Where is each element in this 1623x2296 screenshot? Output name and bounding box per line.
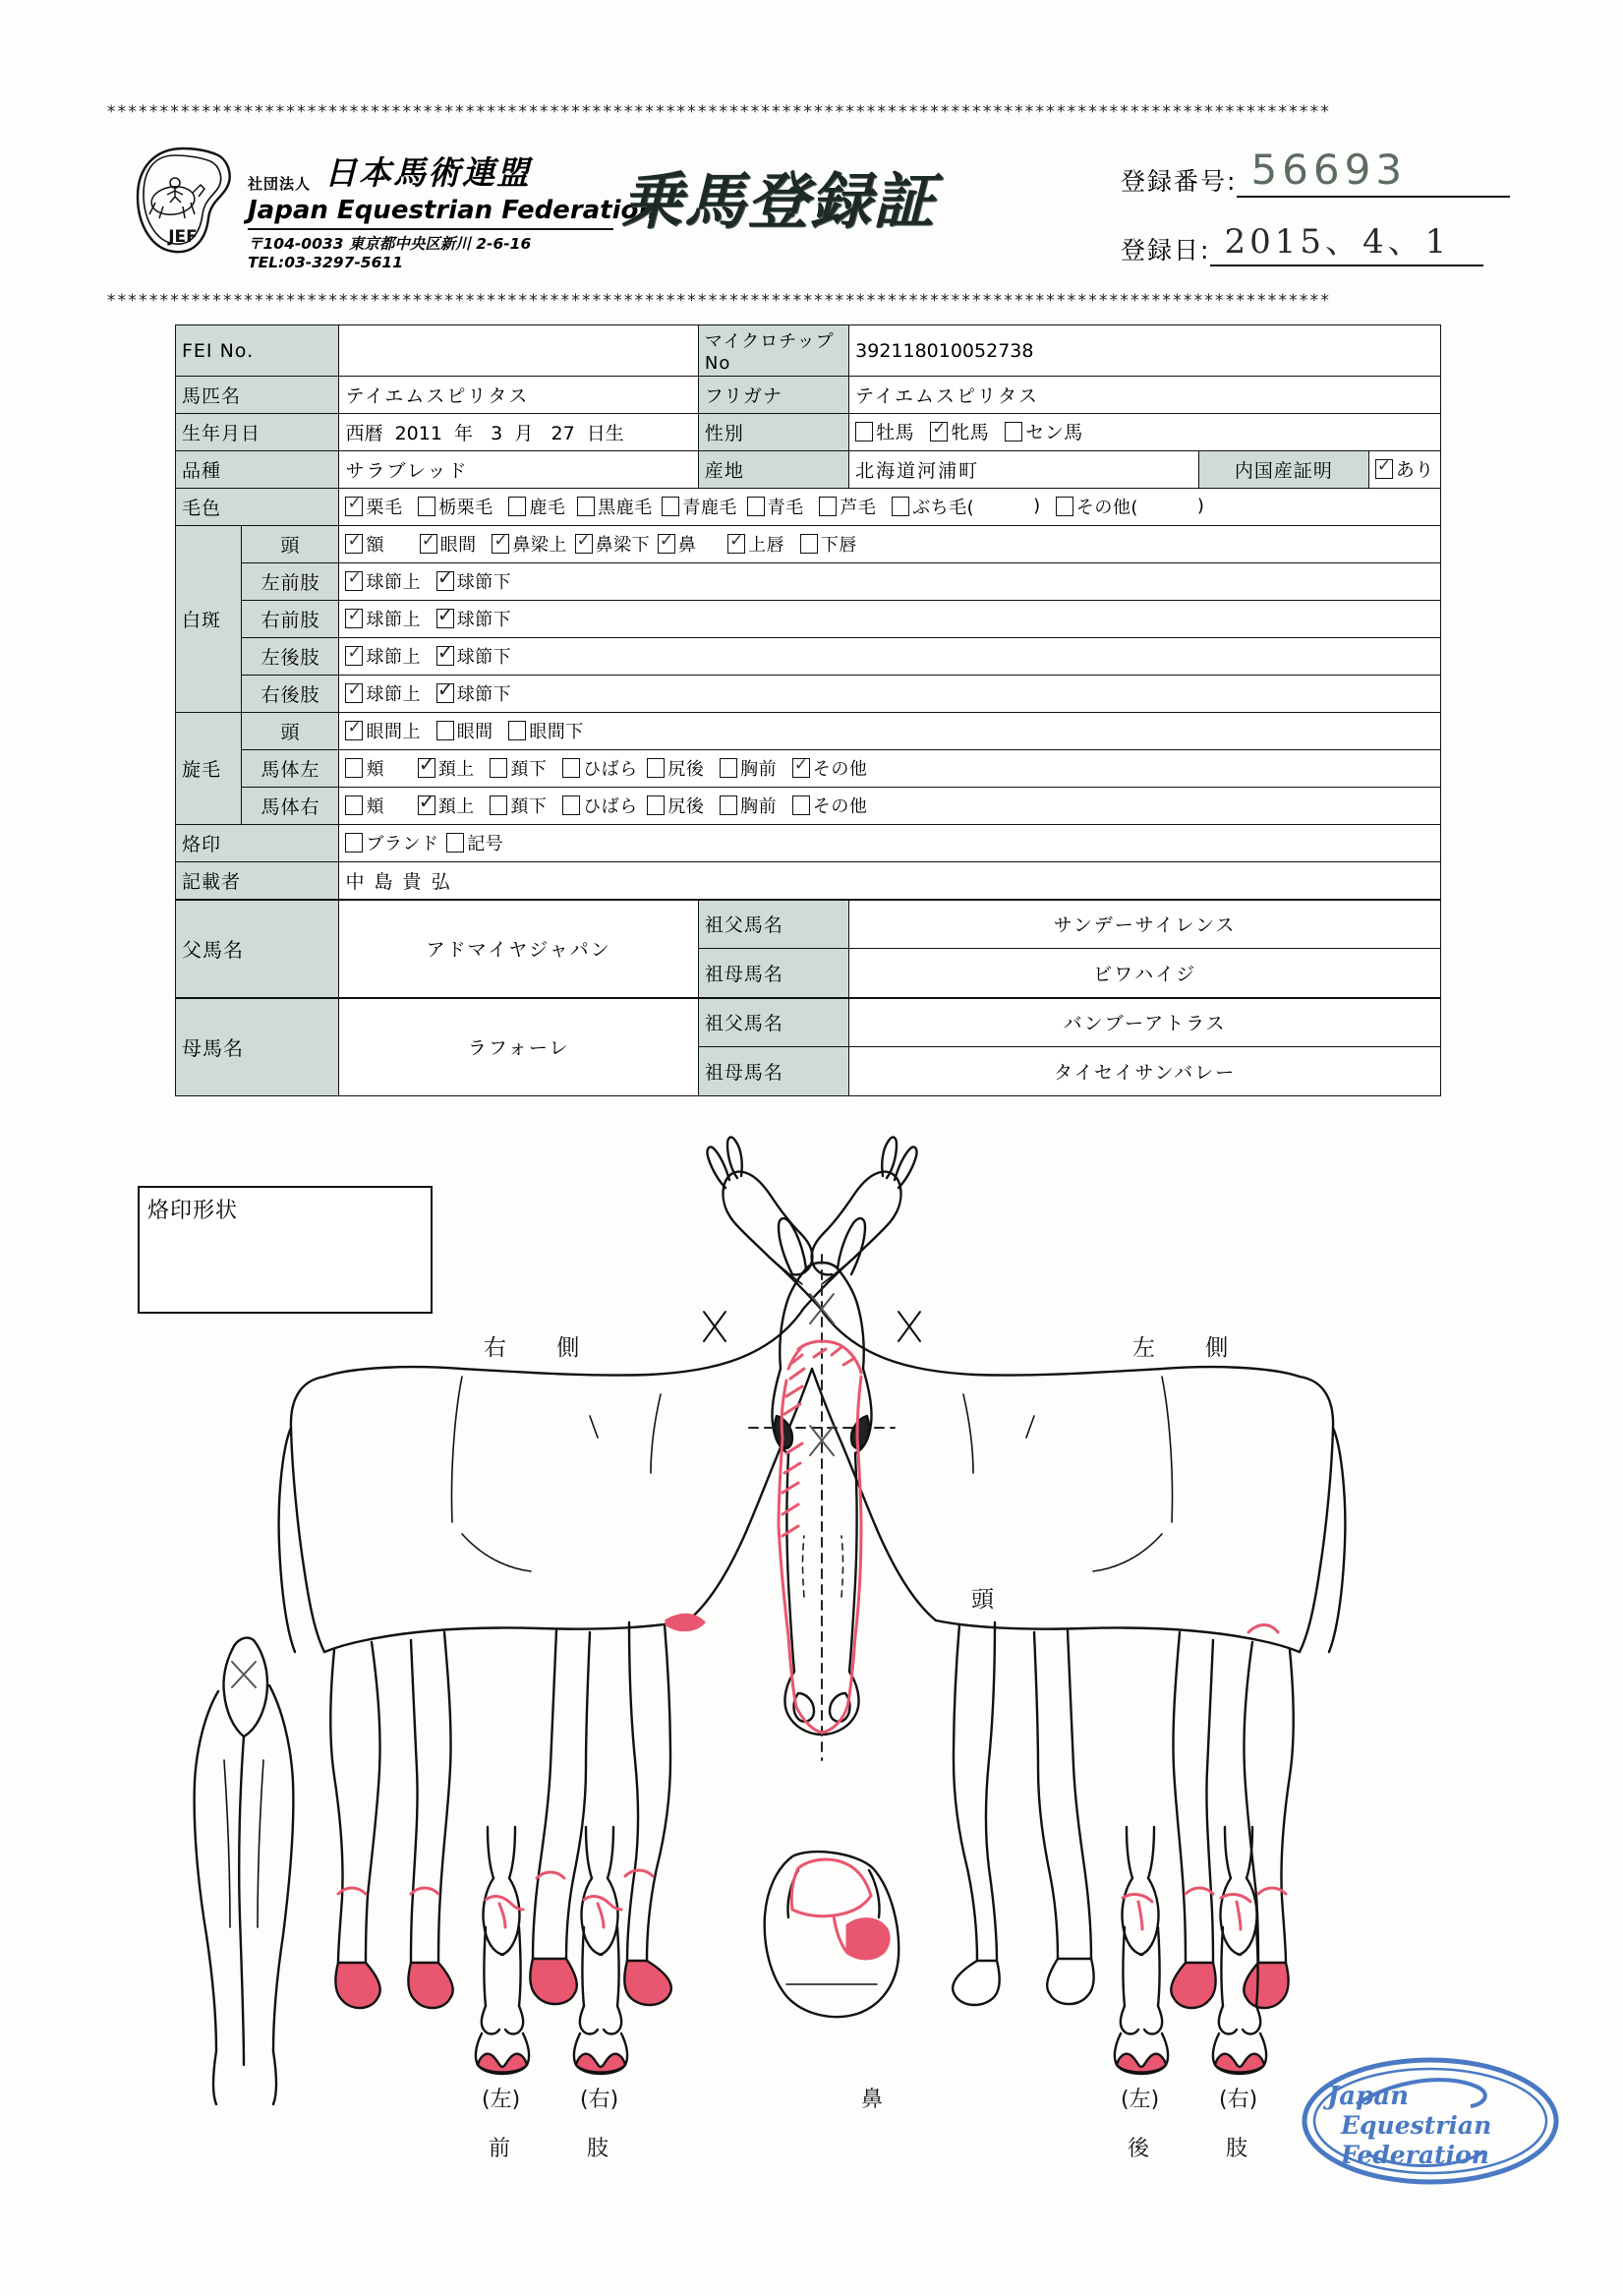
limb-option-label: 球節上 xyxy=(366,683,421,705)
whorl-right-cheek[interactable] xyxy=(345,793,384,818)
checkbox-icon[interactable] xyxy=(1056,497,1073,516)
domestic-certificate-option[interactable] xyxy=(1368,451,1440,489)
whorl-left-option-label: 頚上 xyxy=(437,758,475,780)
front-limb-label-a: 前 xyxy=(489,2137,511,2161)
table-row-white-head xyxy=(176,526,1441,563)
table-row-coat xyxy=(176,489,1441,526)
whorl-left-option-label: 頬 xyxy=(366,758,384,780)
coat-option-grey[interactable] xyxy=(819,494,876,519)
sire-granddam-label: 祖母馬名 xyxy=(698,949,848,998)
checkbox-checked-icon[interactable] xyxy=(436,646,454,666)
hind-right-label: (右) xyxy=(1219,2088,1258,2112)
registration-number-row xyxy=(1121,146,1510,198)
checkbox-icon[interactable] xyxy=(819,497,837,516)
coat-option-label: 栃栗毛 xyxy=(438,497,493,518)
whorl-head-option-label: 眼間上 xyxy=(366,721,421,742)
horse-name-value[interactable]: テイエムスピリタス xyxy=(339,377,698,414)
checkbox-checked-icon[interactable] xyxy=(492,534,509,554)
checkbox-checked-icon[interactable] xyxy=(345,683,363,703)
org-address: 〒104-0033 東京都中央区新川 2-6-16 xyxy=(248,235,532,253)
sex-option-gelding[interactable] xyxy=(1005,418,1083,444)
nose-view-figure xyxy=(765,1852,899,2017)
limb-above-fetlock[interactable] xyxy=(345,606,421,631)
sex-option-colt[interactable] xyxy=(855,418,914,444)
sex-option-label: セン馬 xyxy=(1025,422,1083,444)
whorl-right-options[interactable] xyxy=(339,788,1441,825)
svg-text:JEF: JEF xyxy=(168,227,198,247)
sex-options[interactable] xyxy=(849,414,1441,451)
hind-limbs-figure xyxy=(1115,1827,1266,2074)
coat-option-label: 芦毛 xyxy=(840,497,877,518)
birth-era: 西暦 xyxy=(345,423,383,444)
coat-option-label: 鹿毛 xyxy=(529,497,566,518)
domestic-yes-label: あり xyxy=(1395,459,1434,482)
coat-option-dark-bay[interactable] xyxy=(577,494,653,519)
checkbox-checked-icon[interactable] xyxy=(345,534,363,554)
white-head-forehead[interactable] xyxy=(345,531,384,557)
checkbox-icon[interactable] xyxy=(720,758,737,778)
checkbox-checked-icon[interactable] xyxy=(658,534,675,554)
checkbox-checked-icon[interactable] xyxy=(420,534,437,554)
limb-label-left-front: 左前肢 xyxy=(242,563,339,601)
dam-label: 母馬名 xyxy=(176,998,339,1096)
checkbox-icon[interactable] xyxy=(490,758,507,778)
limb-below-fetlock[interactable] xyxy=(436,606,512,631)
whorl-head-options[interactable] xyxy=(339,713,1441,750)
limb-options-right-hind[interactable] xyxy=(339,676,1441,713)
birth-day-unit: 日生 xyxy=(586,423,624,444)
limb-below-fetlock[interactable] xyxy=(436,643,512,669)
birth-year-unit: 年 xyxy=(454,423,474,444)
whorl-head-label: 頭 xyxy=(242,713,339,750)
limb-option-label: 球節上 xyxy=(366,609,421,630)
whorl-left-chest[interactable] xyxy=(720,755,777,781)
coat-option-label: 青鹿毛 xyxy=(682,497,737,518)
whorl-right-rear[interactable] xyxy=(647,793,704,818)
checkbox-icon[interactable] xyxy=(892,497,909,516)
sire-granddam-value[interactable]: ビワハイジ xyxy=(849,949,1441,998)
whorl-left-flank[interactable] xyxy=(562,755,638,781)
coat-options[interactable] xyxy=(339,489,1441,526)
head-centerline xyxy=(749,1255,895,1760)
org-telephone: TEL:03-3297-5611 xyxy=(248,254,403,271)
white-head-nose[interactable] xyxy=(658,531,697,557)
coat-option-label: その他( xyxy=(1075,497,1138,518)
limb-label-right-hind: 右後肢 xyxy=(242,676,339,713)
org-name-jp: 日本馬術連盟 xyxy=(324,153,532,192)
brand-shape-label: 烙印形状 xyxy=(147,1199,239,1223)
checkbox-icon[interactable] xyxy=(800,534,818,554)
whorl-left-cheek[interactable] xyxy=(345,755,384,781)
checkbox-icon[interactable] xyxy=(508,721,526,740)
limb-option-label: 球節下 xyxy=(456,609,512,630)
white-head-options[interactable] xyxy=(339,526,1441,563)
dam-granddam-value[interactable]: タイセイサンバレー xyxy=(849,1047,1441,1096)
whorl-right-option-label: 尻後 xyxy=(667,795,705,817)
whorl-left-option-label: 胸前 xyxy=(740,758,778,780)
coat-option-label: 栗毛 xyxy=(366,497,403,518)
left-side-label: 左 側 xyxy=(1132,1335,1250,1361)
registration-date-value: 2015、4、1 xyxy=(1210,214,1483,266)
whorl-left-upper-neck[interactable] xyxy=(418,755,475,781)
birth-label: 生年月日 xyxy=(176,414,339,451)
whorl-right-other[interactable] xyxy=(792,793,868,818)
checkbox-checked-icon[interactable] xyxy=(436,609,454,628)
whorl-left-options[interactable] xyxy=(339,750,1441,788)
table-row-sire-grandsire xyxy=(176,900,1441,949)
birth-month: 3 xyxy=(491,423,503,444)
white-head-option-label: 鼻梁下 xyxy=(595,534,651,556)
recorder-value[interactable]: 中 島 貴 弘 xyxy=(339,862,1441,900)
coat-option-chestnut[interactable] xyxy=(345,494,402,519)
coat-option-brown[interactable] xyxy=(662,494,737,519)
white-markings-label: 白斑 xyxy=(176,526,242,713)
checkbox-checked-icon[interactable] xyxy=(575,534,593,554)
white-head-upper-lip[interactable] xyxy=(727,531,784,557)
table-row-whorl-left xyxy=(176,750,1441,788)
checkbox-icon[interactable] xyxy=(1005,422,1022,442)
origin-value[interactable]: 北海道河浦町 xyxy=(849,451,1199,489)
front-right-label: (右) xyxy=(580,2088,619,2112)
coat-option-black[interactable] xyxy=(747,494,804,519)
whorl-left-other[interactable] xyxy=(792,755,868,781)
checkbox-checked-icon[interactable] xyxy=(727,534,745,554)
whorl-left-rear[interactable] xyxy=(647,755,704,781)
whorl-below-eyes[interactable] xyxy=(508,718,584,743)
checkbox-icon[interactable] xyxy=(446,833,464,853)
limb-label-right-front: 右前肢 xyxy=(242,601,339,638)
table-row-recorder xyxy=(176,862,1441,900)
limb-option-label: 球節下 xyxy=(456,646,512,668)
horse-name-label: 馬匹名 xyxy=(176,377,339,414)
birth-day: 27 xyxy=(551,423,575,444)
checkbox-icon[interactable] xyxy=(345,758,363,778)
white-head-option-label: 眼間 xyxy=(439,534,477,556)
limb-options-left-hind[interactable] xyxy=(339,638,1441,676)
limb-option-label: 球節上 xyxy=(366,571,421,593)
whorl-right-option-label: ひばら xyxy=(583,795,638,817)
checkbox-icon[interactable] xyxy=(508,497,526,516)
hind-limb-label-a: 後 xyxy=(1128,2137,1150,2161)
front-limb-label-b: 肢 xyxy=(587,2137,609,2161)
limb-options-left-front[interactable] xyxy=(339,563,1441,601)
registration-number-value: 56693 xyxy=(1237,146,1510,198)
brand-shape-box[interactable] xyxy=(138,1186,433,1314)
birth-value[interactable] xyxy=(339,414,698,451)
limb-label-left-hind: 左後肢 xyxy=(242,638,339,676)
coat-option-label: 青毛 xyxy=(767,497,804,518)
white-head-option-label: 額 xyxy=(366,534,384,556)
brand-option-label: ブランド xyxy=(366,833,439,854)
table-row-dam-grandsire xyxy=(176,998,1441,1047)
whorl-above-eyes[interactable] xyxy=(345,718,421,743)
checkbox-checked-icon[interactable] xyxy=(345,609,363,628)
checkbox-checked-icon[interactable] xyxy=(345,646,363,666)
microchip-value[interactable]: 392118010052738 xyxy=(849,325,1441,377)
checkbox-icon[interactable] xyxy=(662,497,679,516)
whorl-left-lower-neck[interactable] xyxy=(490,755,547,781)
whorl-label: 旋毛 xyxy=(176,713,242,825)
checkbox-checked-icon[interactable] xyxy=(1375,459,1393,479)
table-row-limb-rf xyxy=(176,601,1441,638)
sire-grandsire-label: 祖父馬名 xyxy=(698,900,848,949)
whorl-left-option-label: ひばら xyxy=(583,758,638,780)
checkbox-checked-icon[interactable] xyxy=(930,422,948,442)
checkbox-icon[interactable] xyxy=(647,795,665,815)
whorl-right-option-label: 胸前 xyxy=(740,795,778,817)
jef-logo xyxy=(126,146,240,256)
org-prefix: 社団法人 xyxy=(248,175,312,193)
sire-label: 父馬名 xyxy=(176,900,339,998)
whorl-head-option-label: 眼間下 xyxy=(529,721,584,742)
horse-rear-view-figure xyxy=(195,1638,294,2104)
whorl-right-flank[interactable] xyxy=(562,793,638,818)
whorl-head-option-label: 眼間 xyxy=(456,721,493,742)
breed-value[interactable]: サラブレッド xyxy=(339,451,698,489)
stamp-line-1: Japan xyxy=(1327,2082,1410,2111)
hind-limb-markings xyxy=(1123,1895,1250,1929)
horse-details-table xyxy=(175,324,1441,1096)
table-row-limb-rh xyxy=(176,676,1441,713)
table-row-birth xyxy=(176,414,1441,451)
hind-left-label: (左) xyxy=(1121,2088,1160,2112)
checkbox-checked-icon[interactable] xyxy=(436,571,454,591)
microchip-label: マイクロチップNo xyxy=(698,325,848,377)
whorl-right-chest[interactable] xyxy=(720,793,777,818)
registration-number-label: 登録番号: xyxy=(1121,167,1238,196)
limb-below-fetlock[interactable] xyxy=(436,680,512,706)
registration-date-row xyxy=(1121,214,1483,266)
org-name-en: Japan Equestrian Federation xyxy=(248,196,657,225)
limb-above-fetlock[interactable] xyxy=(345,568,421,594)
checkbox-icon[interactable] xyxy=(490,795,507,815)
hind-limb-label-b: 肢 xyxy=(1226,2137,1248,2161)
organization-block xyxy=(248,147,657,271)
checkbox-checked-icon[interactable] xyxy=(345,571,363,591)
checkbox-checked-icon[interactable] xyxy=(792,758,810,778)
star-rule-top: ******************************************************************************************************************** xyxy=(106,102,1331,122)
whorl-left-label: 馬体左 xyxy=(242,750,339,788)
sex-option-filly[interactable] xyxy=(930,418,989,444)
white-head-lower-lip[interactable] xyxy=(800,531,857,557)
face-blaze-markings xyxy=(779,1341,861,1733)
table-row-limb-lf xyxy=(176,563,1441,601)
limb-above-fetlock[interactable] xyxy=(345,643,421,669)
checkbox-icon[interactable] xyxy=(855,422,873,442)
checkbox-checked-icon[interactable] xyxy=(418,795,435,815)
checkbox-icon[interactable] xyxy=(436,721,454,740)
whorl-left-option-label: その他 xyxy=(812,758,868,780)
birth-year: 2011 xyxy=(394,423,442,444)
dam-grandsire-value[interactable]: バンブーアトラス xyxy=(849,998,1441,1047)
table-row-name xyxy=(176,377,1441,414)
white-head-option-label: 鼻梁上 xyxy=(512,534,567,556)
whorl-right-option-label: 頬 xyxy=(366,795,384,817)
whorl-left-option-label: 尻後 xyxy=(667,758,705,780)
coat-option-label: 黒鹿毛 xyxy=(598,497,653,518)
sire-grandsire-value[interactable]: サンデーサイレンス xyxy=(849,900,1441,949)
domestic-certificate-label: 内国産証明 xyxy=(1198,451,1368,489)
head-diagram-label: 頭 xyxy=(971,1587,994,1613)
checkbox-checked-icon[interactable] xyxy=(436,683,454,703)
checkbox-checked-icon[interactable] xyxy=(345,721,363,740)
table-row-brand xyxy=(176,825,1441,862)
fei-label: FEI No. xyxy=(176,325,339,377)
checkbox-checked-icon[interactable] xyxy=(418,758,435,778)
brand-option-label: 記号 xyxy=(467,833,504,854)
white-head-label: 頭 xyxy=(242,526,339,563)
whorl-right-upper-neck[interactable] xyxy=(418,793,475,818)
horse-left-side-figure xyxy=(707,1138,1345,2009)
limb-options-right-front[interactable] xyxy=(339,601,1441,638)
table-row-breed xyxy=(176,451,1441,489)
checkbox-icon[interactable] xyxy=(345,795,363,815)
domestic-yes[interactable] xyxy=(1375,455,1434,482)
brand-option-brand[interactable] xyxy=(345,830,438,855)
brand-options[interactable] xyxy=(339,825,1441,862)
document-title: 乗馬登録証 xyxy=(621,165,937,237)
coat-option-other[interactable]: その他( ) xyxy=(1056,494,1204,519)
horse-head-front-figure xyxy=(772,1218,871,1735)
front-limbs-figure xyxy=(476,1827,627,2074)
checkbox-icon[interactable] xyxy=(345,833,363,853)
nose-markings xyxy=(791,1859,889,1959)
checkbox-icon[interactable] xyxy=(562,758,580,778)
furigana-value[interactable]: テイエムスピリタス xyxy=(849,377,1441,414)
coat-option-spotted[interactable]: ぶち毛( ) xyxy=(892,494,1040,519)
checkbox-icon[interactable] xyxy=(418,497,435,516)
nose-label: 鼻 xyxy=(861,2088,884,2112)
whorl-right-option-label: 頚下 xyxy=(510,795,548,817)
jef-official-stamp xyxy=(1298,2047,1563,2195)
whorl-right-option-label: 頚上 xyxy=(437,795,475,817)
limb-above-fetlock[interactable] xyxy=(345,680,421,706)
checkbox-icon[interactable] xyxy=(562,795,580,815)
sex-option-label: 牝馬 xyxy=(951,422,990,444)
checkbox-icon[interactable] xyxy=(647,758,665,778)
white-head-option-label: 上唇 xyxy=(748,534,785,556)
checkbox-icon[interactable] xyxy=(720,795,737,815)
breed-label: 品種 xyxy=(176,451,339,489)
whorl-right-option-label: その他 xyxy=(812,795,868,817)
checkbox-icon[interactable] xyxy=(577,497,595,516)
brand-option-symbol[interactable] xyxy=(446,830,503,855)
coat-label: 毛色 xyxy=(176,489,339,526)
table-row-limb-lh xyxy=(176,638,1441,676)
limb-option-label: 球節下 xyxy=(456,571,512,593)
limb-option-label: 球節下 xyxy=(456,683,512,705)
whorl-left-option-label: 頚下 xyxy=(510,758,548,780)
coat-option-dark-chestnut[interactable] xyxy=(418,494,493,519)
front-left-label: (左) xyxy=(482,2088,521,2112)
stamp-line-2: Equestrian xyxy=(1341,2111,1492,2140)
whorl-right-lower-neck[interactable] xyxy=(490,793,547,818)
table-row-fei xyxy=(176,325,1441,377)
markings-left-side xyxy=(1186,1625,1286,1895)
coat-option-label: ぶち毛( xyxy=(912,497,975,518)
star-rule-bottom: ******************************************************************************************************************** xyxy=(106,291,1331,311)
org-divider xyxy=(248,228,613,230)
dam-grandsire-label: 祖父馬名 xyxy=(698,998,848,1047)
birth-month-unit: 月 xyxy=(514,423,534,444)
limb-option-label: 球節上 xyxy=(366,646,421,668)
dam-value[interactable]: ラフォーレ xyxy=(339,998,698,1096)
sex-label: 性別 xyxy=(698,414,848,451)
front-limb-markings xyxy=(486,1897,621,1927)
table-row-whorl-head xyxy=(176,713,1441,750)
right-side-label: 右 側 xyxy=(484,1335,602,1361)
dam-granddam-label: 祖母馬名 xyxy=(698,1047,848,1096)
limb-below-fetlock[interactable] xyxy=(436,568,512,594)
stamp-line-3: Federation xyxy=(1341,2141,1489,2169)
sex-option-label: 牡馬 xyxy=(876,422,915,444)
white-head-between-eyes[interactable] xyxy=(420,531,477,557)
coat-option-bay[interactable] xyxy=(508,494,565,519)
white-head-option-label: 下唇 xyxy=(820,534,857,556)
furigana-label: フリガナ xyxy=(698,377,848,414)
white-head-lower-nasal[interactable] xyxy=(575,531,651,557)
white-head-option-label: 鼻 xyxy=(677,534,697,556)
checkbox-checked-icon[interactable] xyxy=(345,497,363,516)
whorl-right-label: 馬体右 xyxy=(242,788,339,825)
origin-label: 産地 xyxy=(698,451,848,489)
registration-date-label: 登録日: xyxy=(1121,236,1211,265)
brand-label: 烙印 xyxy=(176,825,339,862)
markings-right-side xyxy=(338,1615,704,1894)
checkbox-icon[interactable] xyxy=(792,795,810,815)
white-head-upper-nasal[interactable] xyxy=(492,531,567,557)
recorder-label: 記載者 xyxy=(176,862,339,900)
sire-value[interactable]: アドマイヤジャパン xyxy=(339,900,698,998)
whorl-between-eyes[interactable] xyxy=(436,718,493,743)
table-row-whorl-right xyxy=(176,788,1441,825)
fei-value[interactable] xyxy=(339,325,698,377)
checkbox-icon[interactable] xyxy=(747,497,765,516)
